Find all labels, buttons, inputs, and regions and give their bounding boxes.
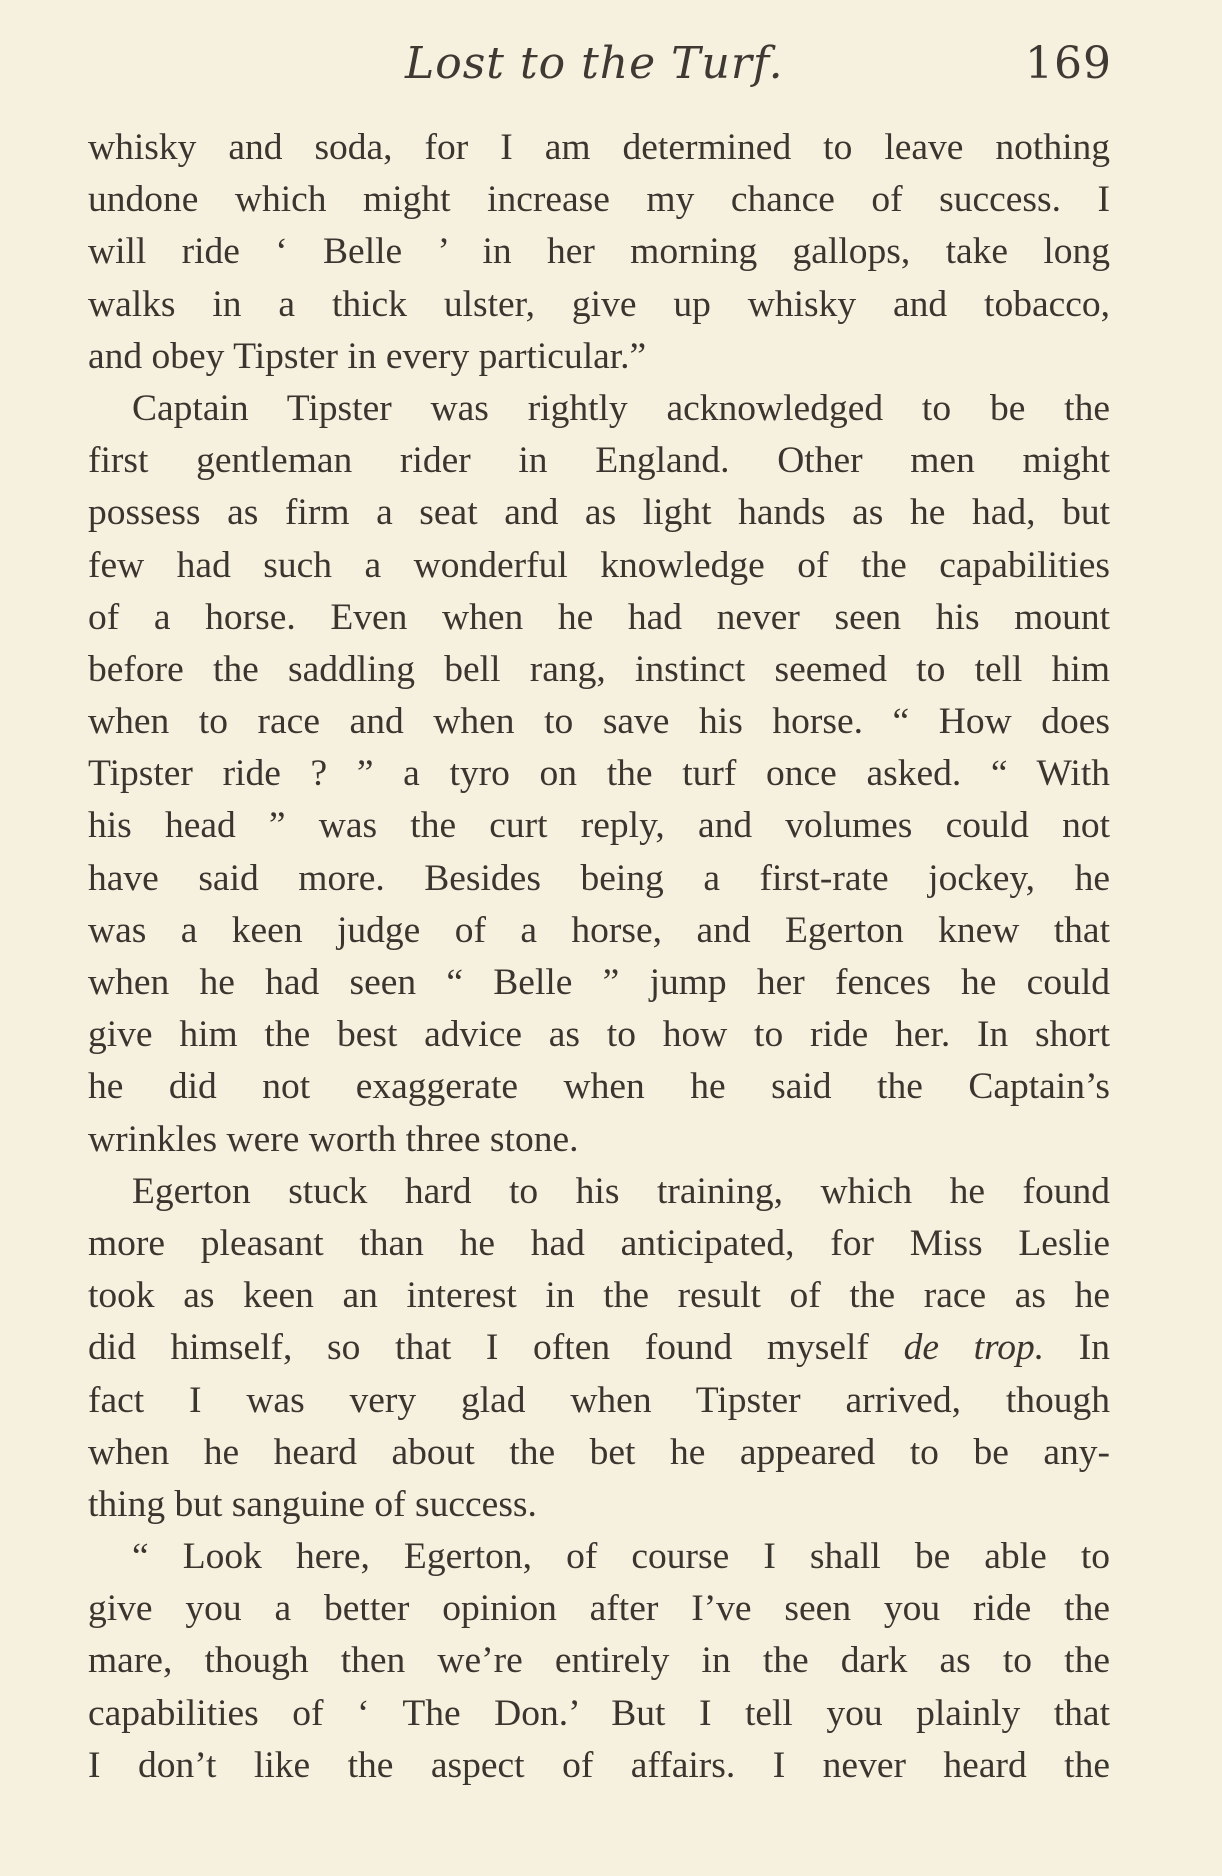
text-line: his head ” was the curt reply, and volumes could not — [88, 805, 1110, 847]
text-segment: did himself, so that I often found myself — [88, 1327, 869, 1369]
text-line: “ Look here, Egerton, of course I shall be able to — [132, 1536, 1110, 1578]
text-line: when he had seen “ Belle ” jump her fences he could — [88, 962, 1110, 1003]
running-header — [0, 30, 1222, 100]
text-line: before the saddling bell rang, instinct seemed to tell him — [88, 648, 1110, 690]
text-line: he did not exaggerate when he said the Captain’s — [88, 1066, 1110, 1108]
text-line: of a horse. Even when he had never seen his mount — [88, 596, 1110, 638]
text-line: Tipster ride ? ” a tyro on the turf once asked. “ With — [88, 753, 1110, 795]
text-line: Captain Tipster was rightly acknowledged to be the — [132, 387, 1110, 429]
text-line: will ride ‘ Belle ’ in her morning gallops, take long — [88, 231, 1110, 273]
text-line: undone which might increase my chance of success. I — [88, 179, 1110, 221]
text-line: when he heard about the bet he appeared to be any- — [88, 1431, 1110, 1473]
running-title: Lost to the Turf. — [405, 38, 784, 89]
paragraph — [88, 1531, 1110, 1792]
italic-phrase: de trop. — [903, 1327, 1045, 1369]
text-line: whisky and soda, for I am determined to leave nothing — [88, 127, 1110, 168]
text-segment: In — [1044, 1327, 1110, 1369]
body-text — [88, 122, 1110, 1792]
paragraph — [88, 383, 1110, 1166]
text-line: wrinkles were worth three stone. — [88, 1118, 579, 1160]
text-line: fact I was very glad when Tipster arrived, though — [88, 1379, 1110, 1421]
text-line: was a keen judge of a horse, and Egerton knew that — [88, 909, 1110, 951]
text-line: few had such a wonderful knowledge of the capabilities — [88, 544, 1110, 586]
paragraph — [88, 1166, 1110, 1531]
text-line: thing but sanguine of success. — [88, 1483, 537, 1525]
text-line: have said more. Besides being a first-rate jockey, he — [88, 857, 1110, 899]
text-line: when to race and when to save his horse. “ How does — [88, 701, 1110, 743]
text-line-with-italic — [88, 1322, 1110, 1374]
text-line: walks in a thick ulster, give up whisky and tobacco, — [88, 283, 1110, 325]
text-line: capabilities of ‘ The Don.’ But I tell you plainly that — [88, 1692, 1110, 1734]
text-line: possess as firm a seat and as light hands as he had, but — [88, 492, 1110, 534]
text-line: first gentleman rider in England. Other men might — [88, 440, 1110, 482]
page-number: 169 — [1025, 38, 1112, 89]
paragraph — [88, 122, 1110, 383]
text-line: mare, though then we’re entirely in the dark as to the — [88, 1640, 1110, 1682]
text-line: give him the best advice as to how to ride her. In short — [88, 1014, 1110, 1056]
text-line: I don’t like the aspect of affairs. I never heard the — [88, 1744, 1110, 1786]
text-line: more pleasant than he had anticipated, for Miss Leslie — [88, 1222, 1110, 1264]
text-line: and obey Tipster in every particular.” — [88, 335, 647, 377]
text-line: give you a better opinion after I’ve seen you ride the — [88, 1588, 1110, 1630]
text-line: took as keen an interest in the result of the race as he — [88, 1275, 1110, 1317]
text-line: Egerton stuck hard to his training, which he found — [132, 1170, 1110, 1212]
